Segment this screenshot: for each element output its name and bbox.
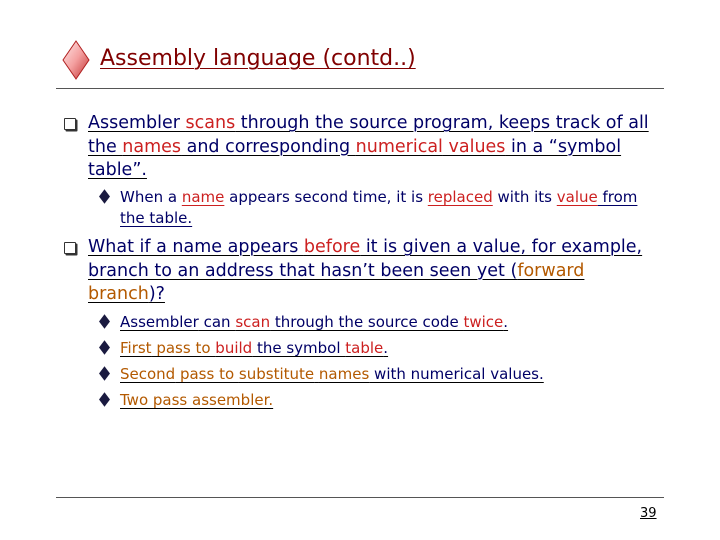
bullet-1-text: Assembler scans through the source program, keeps track of all the names and corresponding numerical values in a “symbol table”. <box>88 113 649 180</box>
q-box-icon <box>64 242 76 254</box>
bullet-2-sub-2-text: First pass to build the symbol table. <box>120 339 389 357</box>
bullet-1 <box>62 112 662 183</box>
diamond-title-icon <box>62 40 90 80</box>
bullet-2-sub-2 <box>98 338 658 358</box>
diamond-bullet-icon <box>99 392 110 407</box>
diamond-bullet-icon <box>99 189 110 204</box>
bullet-2-sub-1 <box>98 312 658 332</box>
bullet-2-sub-3-text: Second pass to substitute names with numerical values. <box>120 365 544 383</box>
slide-title: Assembly language (contd..) <box>100 46 416 71</box>
page-number: 39 <box>640 506 657 521</box>
diamond-bullet-icon <box>99 340 110 355</box>
bullet-2-text: What if a name appears before it is given a value, for example, branch to an address that hasn’t been seen yet (forward branch)? <box>88 237 643 304</box>
bullet-1-sub <box>98 187 658 229</box>
bullet-2-sub-4-text: Two pass assembler. <box>120 391 274 409</box>
footer-divider <box>56 497 664 498</box>
diamond-bullet-icon <box>99 314 110 329</box>
q-box-icon <box>64 118 76 130</box>
bullet-2 <box>62 236 662 307</box>
title-divider <box>56 88 664 89</box>
diamond-bullet-icon <box>99 366 110 381</box>
bullet-1-sub-text: When a name appears second time, it is replaced with its value from the table. <box>120 188 638 227</box>
bullet-2-sub-1-text: Assembler can scan through the source code twice. <box>120 313 509 331</box>
bullet-2-sub-3 <box>98 364 658 384</box>
bullet-2-sub-4 <box>98 390 658 410</box>
